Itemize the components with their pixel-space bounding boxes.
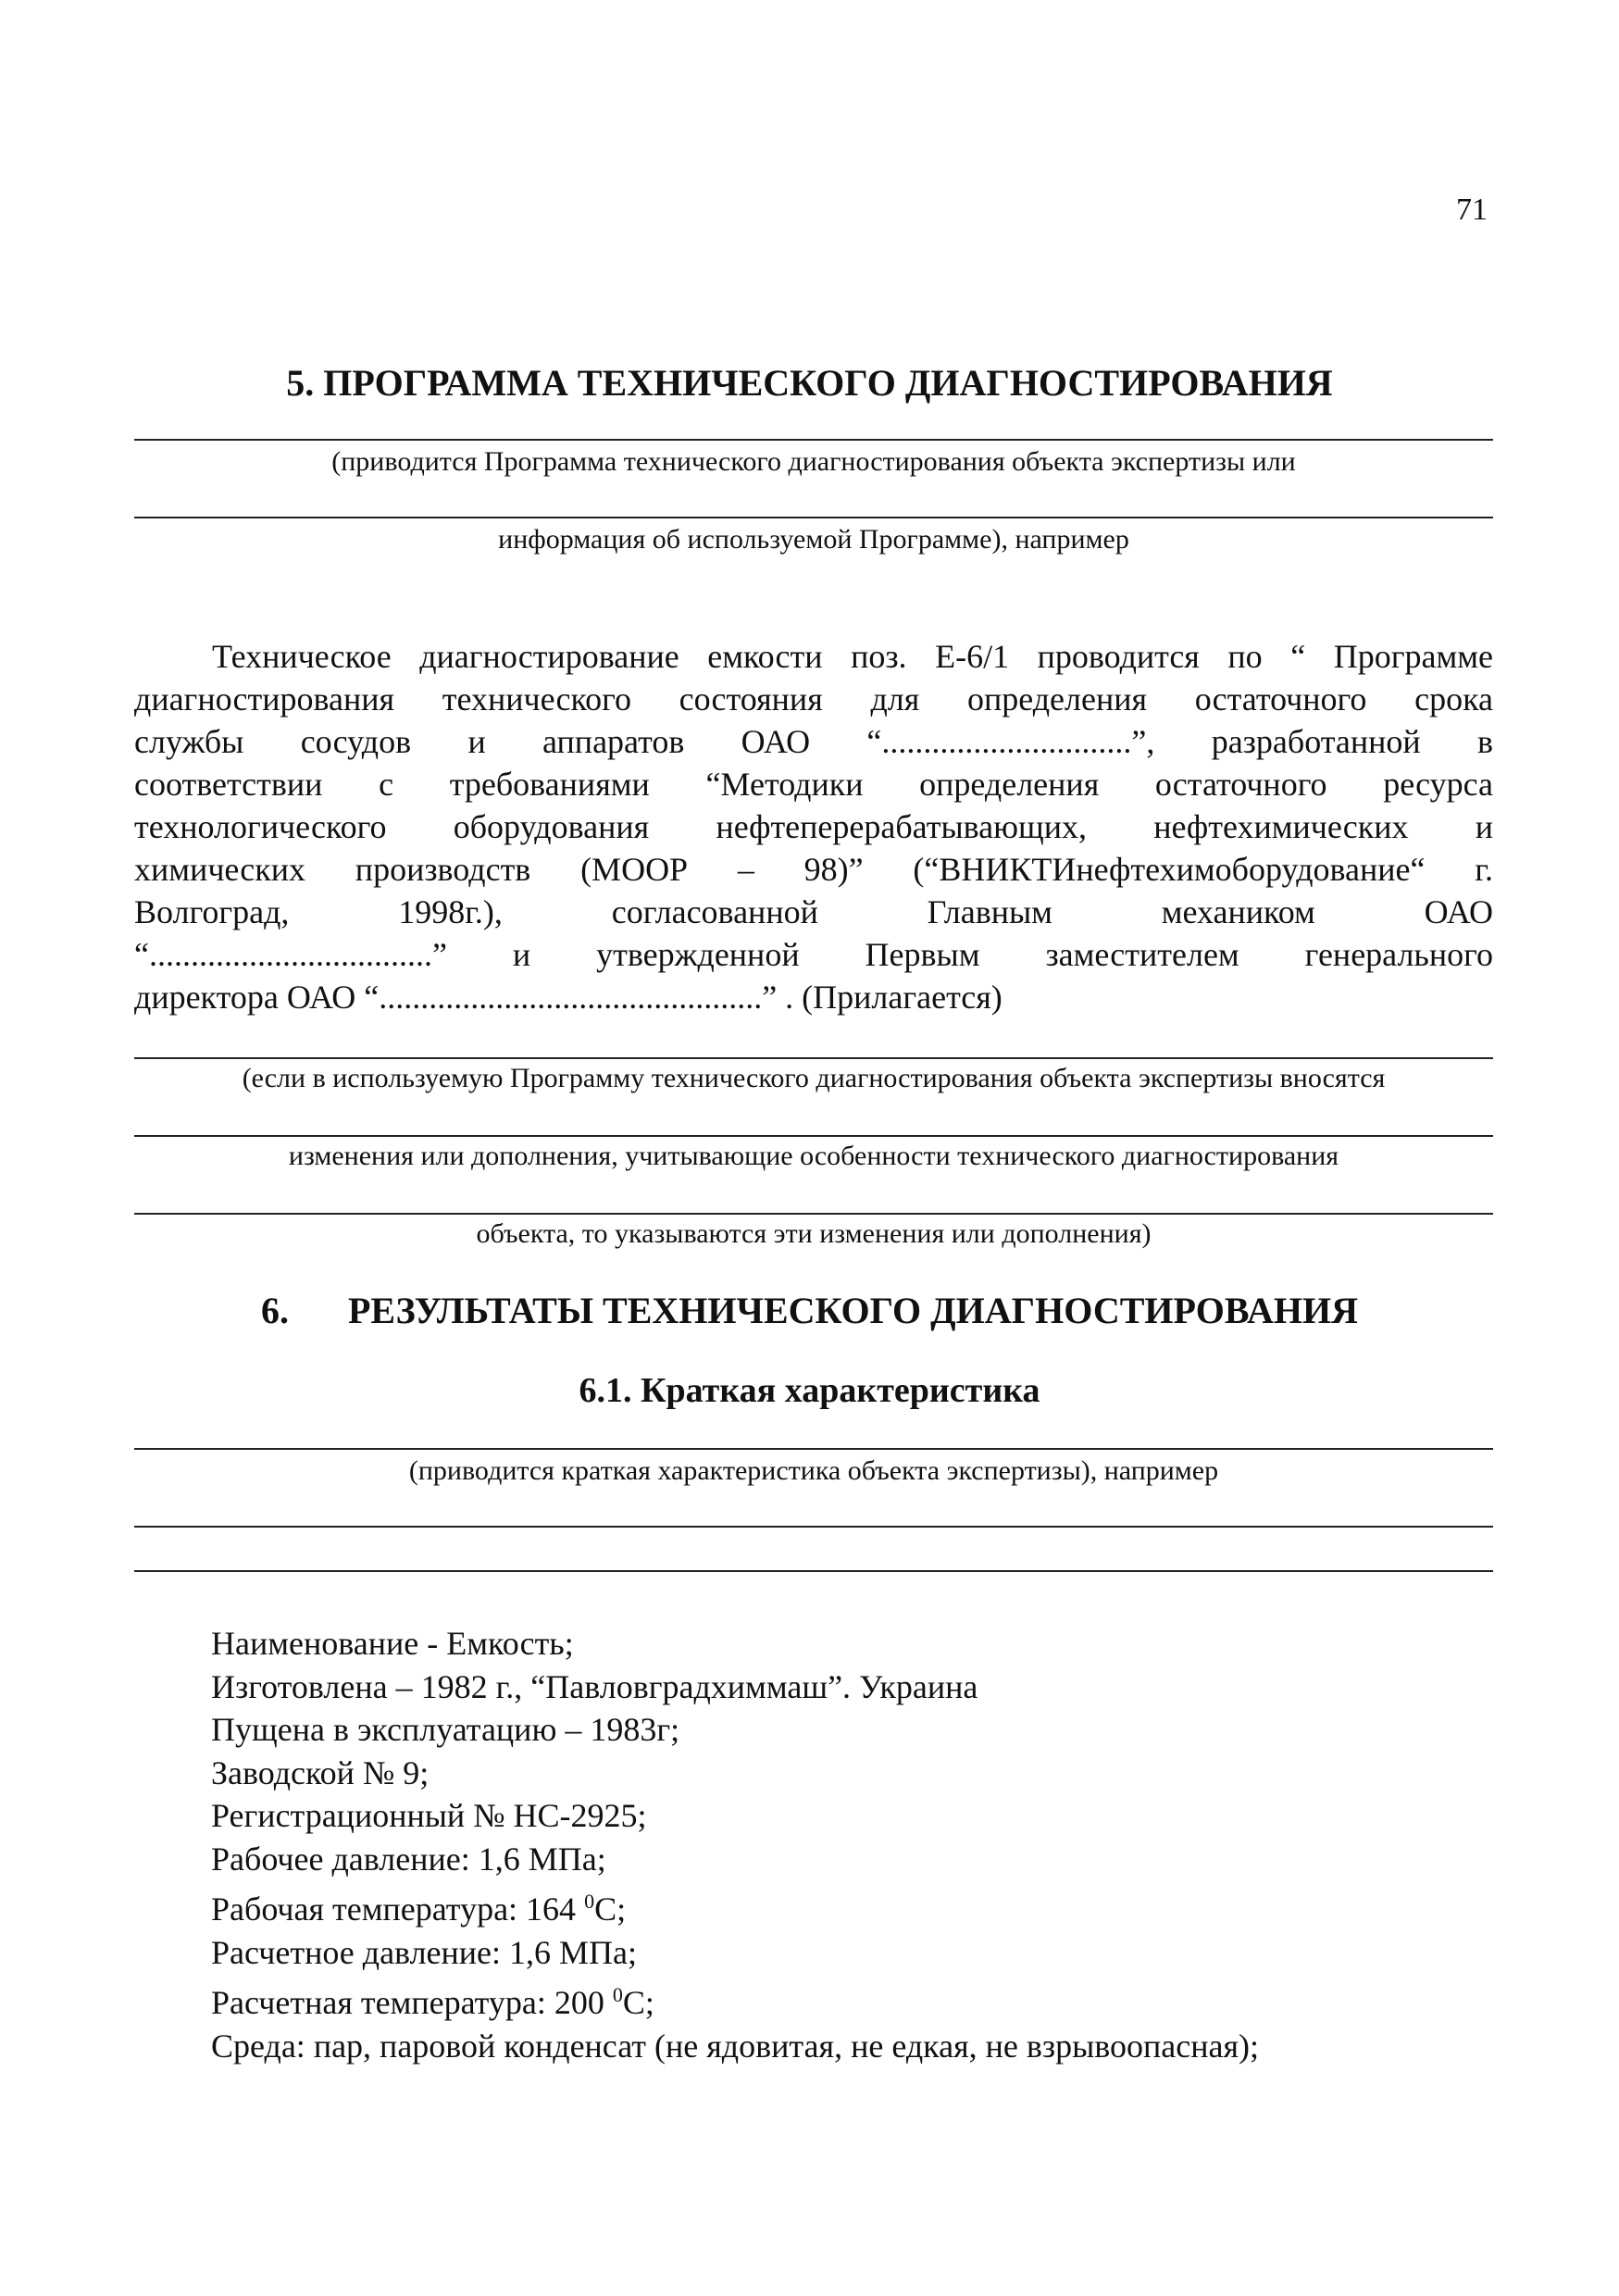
rule: [134, 1570, 1493, 1572]
list-item: Наименование - Емкость;: [211, 1625, 574, 1662]
section6-title: РЕЗУЛЬТАТЫ ТЕХНИЧЕСКОГО ДИАГНОСТИРОВАНИЯ: [348, 1290, 1358, 1331]
rule: [134, 1057, 1493, 1059]
body-line: службы сосудов и аппаратов ОАО “..............................”, разработанной в: [134, 723, 1493, 760]
list-item: Среда: пар, паровой конденсат (не ядовитая, не едкая, не взрывоопасная);: [211, 2027, 1260, 2065]
section5-body-last-line: директора ОАО “..............................................” . (Прилагается): [134, 979, 1003, 1016]
rule: [134, 1213, 1493, 1215]
characteristics-list: [211, 1622, 1259, 2067]
rule: [134, 1448, 1493, 1450]
section6-number: 6.: [261, 1290, 289, 1331]
body-line: диагностирования технического состояния для определения остаточного срока: [134, 680, 1493, 718]
section5-body: [134, 635, 1493, 976]
section6-hint: (приводится краткая характеристика объекта экспертизы), например: [408, 1455, 1219, 1486]
rule: [134, 1135, 1493, 1137]
list-item: Заводской № 9;: [211, 1753, 430, 1791]
body-line: “..................................” и утвержденной Первым заместителем генерального: [134, 936, 1493, 973]
list-item: Рабочее давление: 1,6 МПа;: [211, 1840, 606, 1878]
list-item-working-temperature: Рабочая температура: 164 $^0$С;: [211, 1890, 627, 1928]
section6-heading: [0, 1289, 1619, 1332]
body-line: химических производств (МООР – 98)” (“ВНИКТИнефтехимоборудование“ г.: [134, 851, 1493, 888]
body-line: соответствии с требованиями “Методики определения остаточного ресурса: [134, 766, 1493, 803]
section5-hint-5: объекта, то указываются эти изменения или дополнения): [476, 1218, 1152, 1249]
subsection-title: 6.1. Краткая характеристика: [579, 1371, 1040, 1410]
list-item: Регистрационный № НС-2925;: [211, 1797, 647, 1834]
section5-title: 5. ПРОГРАММА ТЕХНИЧЕСКОГО ДИАГНОСТИРОВАНИЯ: [286, 362, 1333, 404]
section5-hint-4: изменения или дополнения, учитывающие особенности технического диагностирования: [288, 1141, 1339, 1171]
rule: [134, 517, 1493, 518]
rule: [134, 1526, 1493, 1528]
list-item-design-temperature: Расчетная температура: 200 $^0$С;: [211, 1983, 654, 2021]
section5-hint-1: (приводится Программа технического диагностирования объекта экспертизы или: [331, 446, 1296, 477]
section5-hint-2: информация об используемой Программе), например: [498, 524, 1129, 555]
body-line: Волгоград, 1998г.), согласованной Главным механиком ОАО: [134, 893, 1493, 930]
body-line: Техническое диагностирование емкости поз. Е-6/1 проводится по “ Программе: [212, 638, 1493, 675]
list-item: Пущена в эксплуатацию – 1983г;: [211, 1711, 680, 1748]
list-item: Изготовлена – 1982 г., “Павловградхиммаш”. Украина: [211, 1667, 978, 1705]
body-line: технологического оборудования нефтеперерабатывающих, нефтехимических и: [134, 808, 1493, 845]
rule: [134, 439, 1493, 441]
section5-hint-3: (если в используемую Программу технического диагностирования объекта экспертизы вносятся: [242, 1063, 1386, 1093]
list-item: Расчетное давление: 1,6 МПа;: [211, 1933, 638, 1971]
page-number: 71: [1456, 193, 1488, 227]
